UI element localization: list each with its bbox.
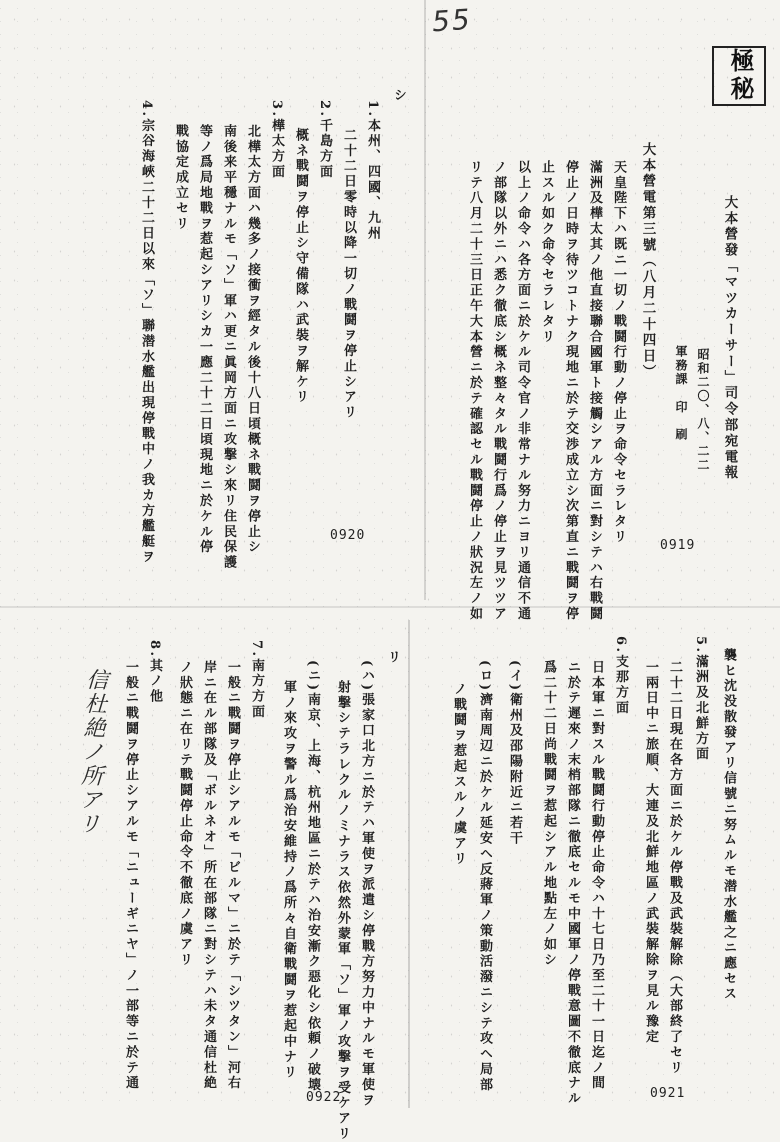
- fold-line-horizontal: [0, 606, 780, 608]
- section-heading: 8.其ノ他: [147, 640, 162, 705]
- text-column: 爲二十二日尚戰鬪ヲ惹起シアル地點左ノ如シ: [541, 660, 556, 968]
- secret-stamp: 極秘: [712, 46, 766, 106]
- page-number-0919: 0919: [660, 538, 696, 553]
- text-column: リ: [385, 650, 400, 666]
- fold-line-lower: [408, 620, 410, 1108]
- text-column: シ: [391, 88, 406, 104]
- text-column: (ニ)南京、上海、杭州地區ニ於テハ治安漸ク惡化シ依頼ノ破壊: [305, 660, 320, 1093]
- date-line: 昭和二〇、八、二二: [696, 348, 710, 473]
- text-column: 襲ヒ沈没散發アリ信號ニ努ムルモ潜水艦之ニ應セス: [721, 648, 736, 1003]
- text-column: 概ネ戰鬪ヲ停止シ守備隊ハ武裝ヲ解ケリ: [293, 128, 308, 406]
- text-column: リテ八月二十三日正午大本營ニ於テ確認セル戰鬪停止ノ狀況左ノ如: [467, 160, 482, 622]
- text-column: 二十二日現在各方面ニ於ケル停戰及武裝解除（大部終了セリ: [667, 660, 682, 1076]
- telegram-title: 大本營電第三號（八月二十四日）: [639, 142, 656, 381]
- handwritten-page-number: 55: [430, 2, 473, 39]
- text-column: 戰協定成立セリ: [173, 124, 188, 232]
- text-column: ノ狀態ニ在リテ戰鬪停止命令不徹底ノ虞アリ: [177, 660, 192, 968]
- text-column: 一般ニ戰鬪ヲ停止シアルモ「ビルマ」ニ於テ「シツタン」河右: [225, 660, 240, 1092]
- text-column: (イ)衛州及邵陽附近ニ若干: [507, 660, 522, 847]
- text-column: (ハ)張家口北方ニ於テハ軍使ヲ派遣シ停戰方努力中ナルモ軍使ヲ: [359, 660, 374, 1109]
- text-column: 一兩日中ニ旅順、大連及北鮮地區ノ武裝解除ヲ見ル豫定: [643, 660, 658, 1045]
- text-column: 南後来平穩ナルモ「ソ」軍ハ更ニ眞岡方面ニ攻撃シ來リ住民保護: [221, 124, 236, 571]
- section-heading: 4.宗谷海峽二十二日以來「ソ」聯潜水艦出現停戰中ノ我カ方艦艇ヲ: [139, 100, 154, 565]
- page-number-0920: 0920: [330, 528, 366, 543]
- text-column: ニ於テ遲來ノ末梢部隊ニ徹底セルモ中國軍ノ停戰意圖不徹底ナル: [565, 660, 580, 1107]
- text-column: 日本軍ニ對スル戰鬪行動停止命令ハ十七日乃至二十一日迄ノ間: [589, 660, 604, 1092]
- fold-line-upper: [424, 0, 426, 600]
- handwritten-note: 信杜絶ノ所アリ: [74, 667, 109, 837]
- text-column: 軍ノ來攻ヲ警ル爲治安維持ノ爲所々自衛戰鬪ヲ惹起中ナリ: [281, 680, 296, 1081]
- text-column: 以上ノ命令ハ各方面ニ於ケル司令官ノ非常ナル努力ニヨリ通信不通: [515, 160, 530, 622]
- text-column: ノ戰鬪ヲ惹起スルノ虞アリ: [451, 682, 466, 867]
- section-heading: 3.樺太方面: [269, 100, 284, 180]
- page-number-0922: 0922: [306, 1090, 342, 1105]
- text-column: 一般ニ戰鬪ヲ停止シアルモ「ニューギニヤ」ノ一部等ニ於テ通: [123, 660, 138, 1092]
- section-heading: 6.支那方面: [613, 636, 628, 716]
- text-column: 止スル如ク命令セラレタリ: [539, 160, 554, 345]
- text-column: 二十二日零時以降一切ノ戰鬪ヲ停止シアリ: [341, 128, 356, 421]
- text-column: 天皇陛下ハ既ニ一切ノ戰鬪行動ノ停止ヲ命令セラレタリ: [611, 160, 626, 545]
- text-column: 射撃シテラレクルノミナラス依然外蒙軍「ソ」軍ノ攻撃ヲ受ケアリ: [335, 680, 350, 1142]
- text-column: 等ノ爲局地戰ヲ惹起シアリシカ一應二十二日頃現地ニ於ケル停: [197, 124, 212, 556]
- header-line: 大本營發「マツカーサー」司令部宛電報: [721, 195, 738, 482]
- section-heading: 1.本州、四國、九州: [365, 100, 380, 242]
- text-column: (ロ)濟南周辺ニ於ケル延安ヘ反蔣軍ノ策動活潑ニシテ攻ヘ局部: [477, 660, 492, 1093]
- page-number-0921: 0921: [650, 1086, 686, 1101]
- text-column: 滿洲及樺太其ノ他直接聯合國軍ト接觸シアル方面ニ對シテハ右戰鬪: [587, 160, 602, 622]
- section-heading: 2.千島方面: [317, 100, 332, 180]
- text-column: 停止ノ日時ヲ待ツコトナク現地ニ於テ交渉成立シ次第直ニ戰鬪ヲ停: [563, 160, 578, 622]
- text-column: ノ部隊以外ニハ悉ク徹底シ概ネ整々タル戰鬪行爲ノ停止ヲ見ツツア: [491, 160, 506, 622]
- office-line: 軍務課 印 刷: [674, 345, 688, 442]
- section-heading: 7.南方方面: [249, 640, 264, 720]
- text-column: 岸ニ在ル部隊及「ボルネオ」所在部隊ニ對シテハ未タ通信杜絶: [201, 660, 216, 1092]
- text-column: 北樺太方面ハ幾多ノ接衝ヲ經タル後十八日頃概ネ戰鬪ヲ停止シ: [245, 124, 260, 556]
- section-heading: 5.滿洲及北鮮方面: [693, 636, 708, 763]
